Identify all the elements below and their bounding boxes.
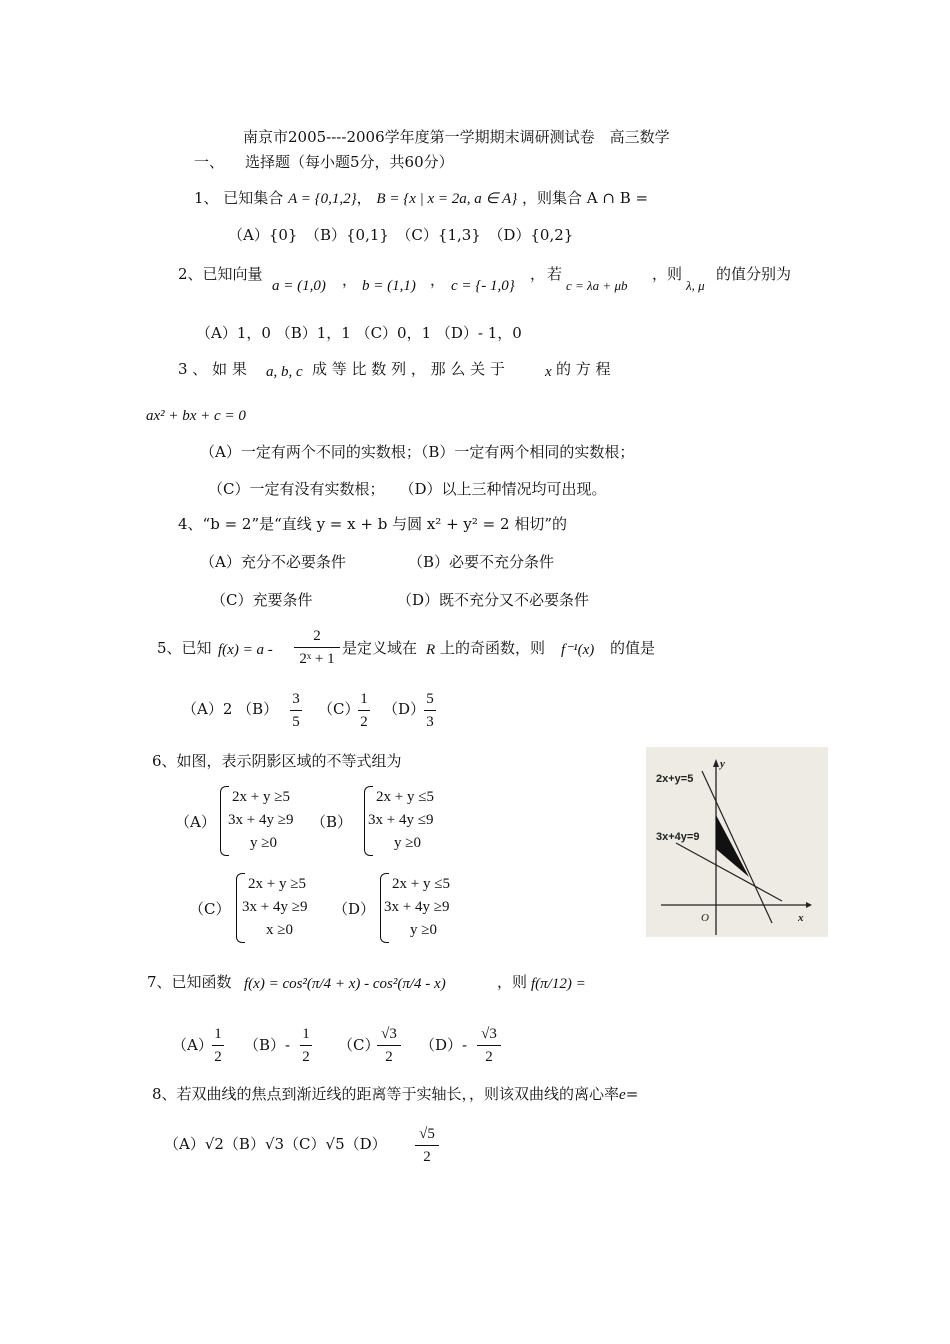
q7-option-b: （B）-	[244, 1036, 291, 1054]
q4-stem: 4、“b = 2”是“直线 y = x + b 与圆 x² + y² = 2 相切”的	[178, 515, 567, 533]
q6-b-row-2: 3x + 4y ≤9	[368, 812, 434, 828]
q8-e: e	[619, 1087, 626, 1103]
q7-stem: 7、已知函数	[147, 973, 232, 991]
q2-then: ，则	[652, 265, 683, 283]
q6-a-row-3: y ≥0	[250, 835, 277, 851]
q1-stem-text: 1、 已知集合	[194, 189, 284, 207]
x-axis-label: x	[798, 912, 804, 924]
q6-a-row-2: 3x + 4y ≥9	[228, 812, 294, 828]
q6-system-c	[236, 873, 336, 943]
q2-tail: 的值分别为	[716, 265, 792, 283]
q6-system-d	[380, 873, 480, 943]
q5-option-d: （D）	[383, 700, 426, 718]
q6-stem: 6、如图，表示阴影区域的不等式组为	[152, 752, 402, 770]
q1-options: （A）{0} （B）{0,1} （C）{1,3} （D）{0,2}	[228, 226, 574, 244]
q5-d-denominator: 3	[426, 714, 434, 730]
q5-option-b-fraction	[286, 688, 306, 733]
q5-option-d-fraction	[420, 688, 440, 733]
q6-label-a: （A）	[175, 813, 216, 831]
q3-stem: 3 、 如 果	[178, 360, 247, 378]
q7-then: ，则	[497, 973, 528, 991]
q2-scalars: λ, μ	[686, 278, 705, 293]
q4-option-d: （D）既不充分又不必要条件	[397, 591, 590, 609]
q4-option-b: （B）必要不充分条件	[408, 553, 555, 571]
q5-stem: 5、已知	[157, 639, 212, 657]
q7-c-denominator: 2	[385, 1049, 393, 1065]
q5-numerator: 2	[313, 628, 321, 644]
q5-option-c: （C）	[318, 700, 360, 718]
q7-a-numerator: 1	[214, 1026, 222, 1042]
q5-tail: 的值是	[610, 639, 656, 657]
q6-b-row-3: y ≥0	[394, 835, 421, 851]
q2-vector-c: c = {- 1,0}	[451, 278, 515, 294]
q1-stem	[194, 189, 648, 208]
q8-option-d-fraction	[412, 1123, 442, 1168]
q6-figure-graph	[646, 747, 828, 937]
q7-b-denominator: 2	[302, 1049, 310, 1065]
q7-b-numerator: 1	[302, 1026, 310, 1042]
q4-option-a: （A）充分不必要条件	[200, 553, 346, 571]
q5-d-numerator: 5	[426, 691, 434, 707]
q3-options-cd: （C）一定有没有实数根； （D）以上三种情况均可出现。	[208, 480, 607, 498]
label-line-1: 2x+y=5	[656, 773, 694, 785]
q3-tail: 的 方 程	[556, 360, 611, 378]
q8-d-numerator: √5	[419, 1126, 435, 1142]
q5-option-c-fraction	[354, 688, 374, 733]
q7-expression: f(x) = cos²(π/4 + x) - cos²(π/4 - x)	[244, 976, 446, 992]
q6-label-b: （B）	[311, 813, 353, 831]
q6-label-d: （D）	[333, 900, 376, 918]
q2-comma-3: ，	[530, 265, 546, 283]
q3-middle: 成 等 比 数 列 ， 那 么 关 于	[312, 360, 505, 378]
q3-variables: a, b, c	[266, 364, 303, 380]
q7-d-denominator: 2	[485, 1049, 493, 1065]
q5-middle: 是定义域在	[342, 639, 418, 657]
q5-r: R	[426, 642, 436, 658]
q7-option-d: （D）-	[420, 1036, 468, 1054]
q2-combination: c = λa + μb	[566, 278, 628, 293]
x-axis-arrow	[806, 902, 812, 908]
q6-figure	[646, 747, 828, 937]
q6-d-row-3: y ≥0	[410, 922, 437, 938]
q6-c-row-2: 3x + 4y ≥9	[242, 899, 308, 915]
q6-d-row-1: 2x + y ≤5	[392, 876, 450, 892]
q1-tail: ，则集合 A ∩ B =	[522, 189, 649, 207]
q5-b-denominator: 5	[292, 714, 300, 730]
q5-middle-2: 上的奇函数，则	[440, 639, 546, 657]
q3-options-ab: （A）一定有两个不同的实数根；（B）一定有两个相同的实数根；	[200, 443, 635, 461]
q7-option-c: （C）	[338, 1036, 380, 1054]
q1-separator: ，	[356, 189, 372, 207]
q1-set-a: A = {0,1,2}	[288, 191, 357, 207]
q3-x: x	[545, 364, 552, 380]
q5-c-denominator: 2	[360, 714, 368, 730]
q5-denominator: 2ˣ + 1	[299, 651, 335, 667]
q2-vector-b: b = (1,1)	[362, 278, 416, 294]
q8-equals: =	[625, 1085, 639, 1103]
q6-system-a	[220, 786, 320, 856]
q7-option-b-fraction	[296, 1023, 316, 1068]
section-number: 一、	[194, 153, 225, 171]
q5-inverse: f⁻¹(x)	[561, 642, 595, 658]
q5-function: f(x) = a -	[218, 642, 273, 658]
q6-b-row-1: 2x + y ≤5	[376, 789, 434, 805]
q7-option-a-fraction	[208, 1023, 228, 1068]
q7-c-numerator: √3	[381, 1026, 397, 1042]
q5-fraction	[293, 625, 341, 670]
q2-if: 若	[547, 265, 563, 283]
q5-c-numerator: 1	[360, 691, 368, 707]
q8-options: （A）√2（B）√3（C）√5（D）	[164, 1135, 387, 1153]
y-axis-label: y	[720, 758, 725, 770]
q2-comma-2: ，	[430, 271, 446, 289]
q7-d-numerator: √3	[481, 1026, 497, 1042]
q7-option-c-fraction	[374, 1023, 404, 1068]
q7-ask: f(π/12) =	[531, 976, 586, 992]
label-line-2: 3x+4y=9	[656, 831, 700, 843]
q5-b-numerator: 3	[292, 691, 300, 707]
q6-c-row-3: x ≥0	[266, 922, 293, 938]
q8-d-denominator: 2	[423, 1149, 431, 1165]
q2-vector-a: a = (1,0)	[272, 278, 326, 294]
q2-options: （A）1，0 （B）1，1 （C）0，1 （D）- 1，0	[196, 324, 522, 342]
q8-stem	[152, 1085, 638, 1104]
q3-equation: ax² + bx + c = 0	[146, 408, 246, 424]
q4-option-c: （C）充要条件	[211, 591, 313, 609]
q6-a-row-1: 2x + y ≥5	[232, 789, 290, 805]
q6-c-row-1: 2x + y ≥5	[248, 876, 306, 892]
q6-d-row-2: 3x + 4y ≥9	[384, 899, 450, 915]
origin-label: O	[701, 912, 709, 924]
q7-option-a: （A）	[172, 1036, 213, 1054]
q1-set-b: B = {x | x = 2a, a ∈ A}	[376, 191, 518, 207]
q8-stem-text: 8、若双曲线的焦点到渐近线的距离等于实轴长，，则该双曲线的离心率	[152, 1085, 620, 1103]
section-heading: 选择题（每小题5分，共60分）	[245, 153, 454, 171]
q6-label-c: （C）	[189, 900, 231, 918]
q5-option-a: （A）2 （B）	[182, 700, 279, 718]
q6-system-b	[364, 786, 464, 856]
q2-comma-1: ，	[342, 271, 358, 289]
y-axis-arrow	[713, 759, 719, 767]
line-2x-plus-y-5	[702, 771, 772, 923]
page-title: 南京市2005----2006学年度第一学期期末调研测试卷 高三数学	[243, 128, 670, 146]
q7-option-d-fraction	[474, 1023, 504, 1068]
q7-a-denominator: 2	[214, 1049, 222, 1065]
q2-stem: 2、已知向量	[178, 265, 263, 283]
